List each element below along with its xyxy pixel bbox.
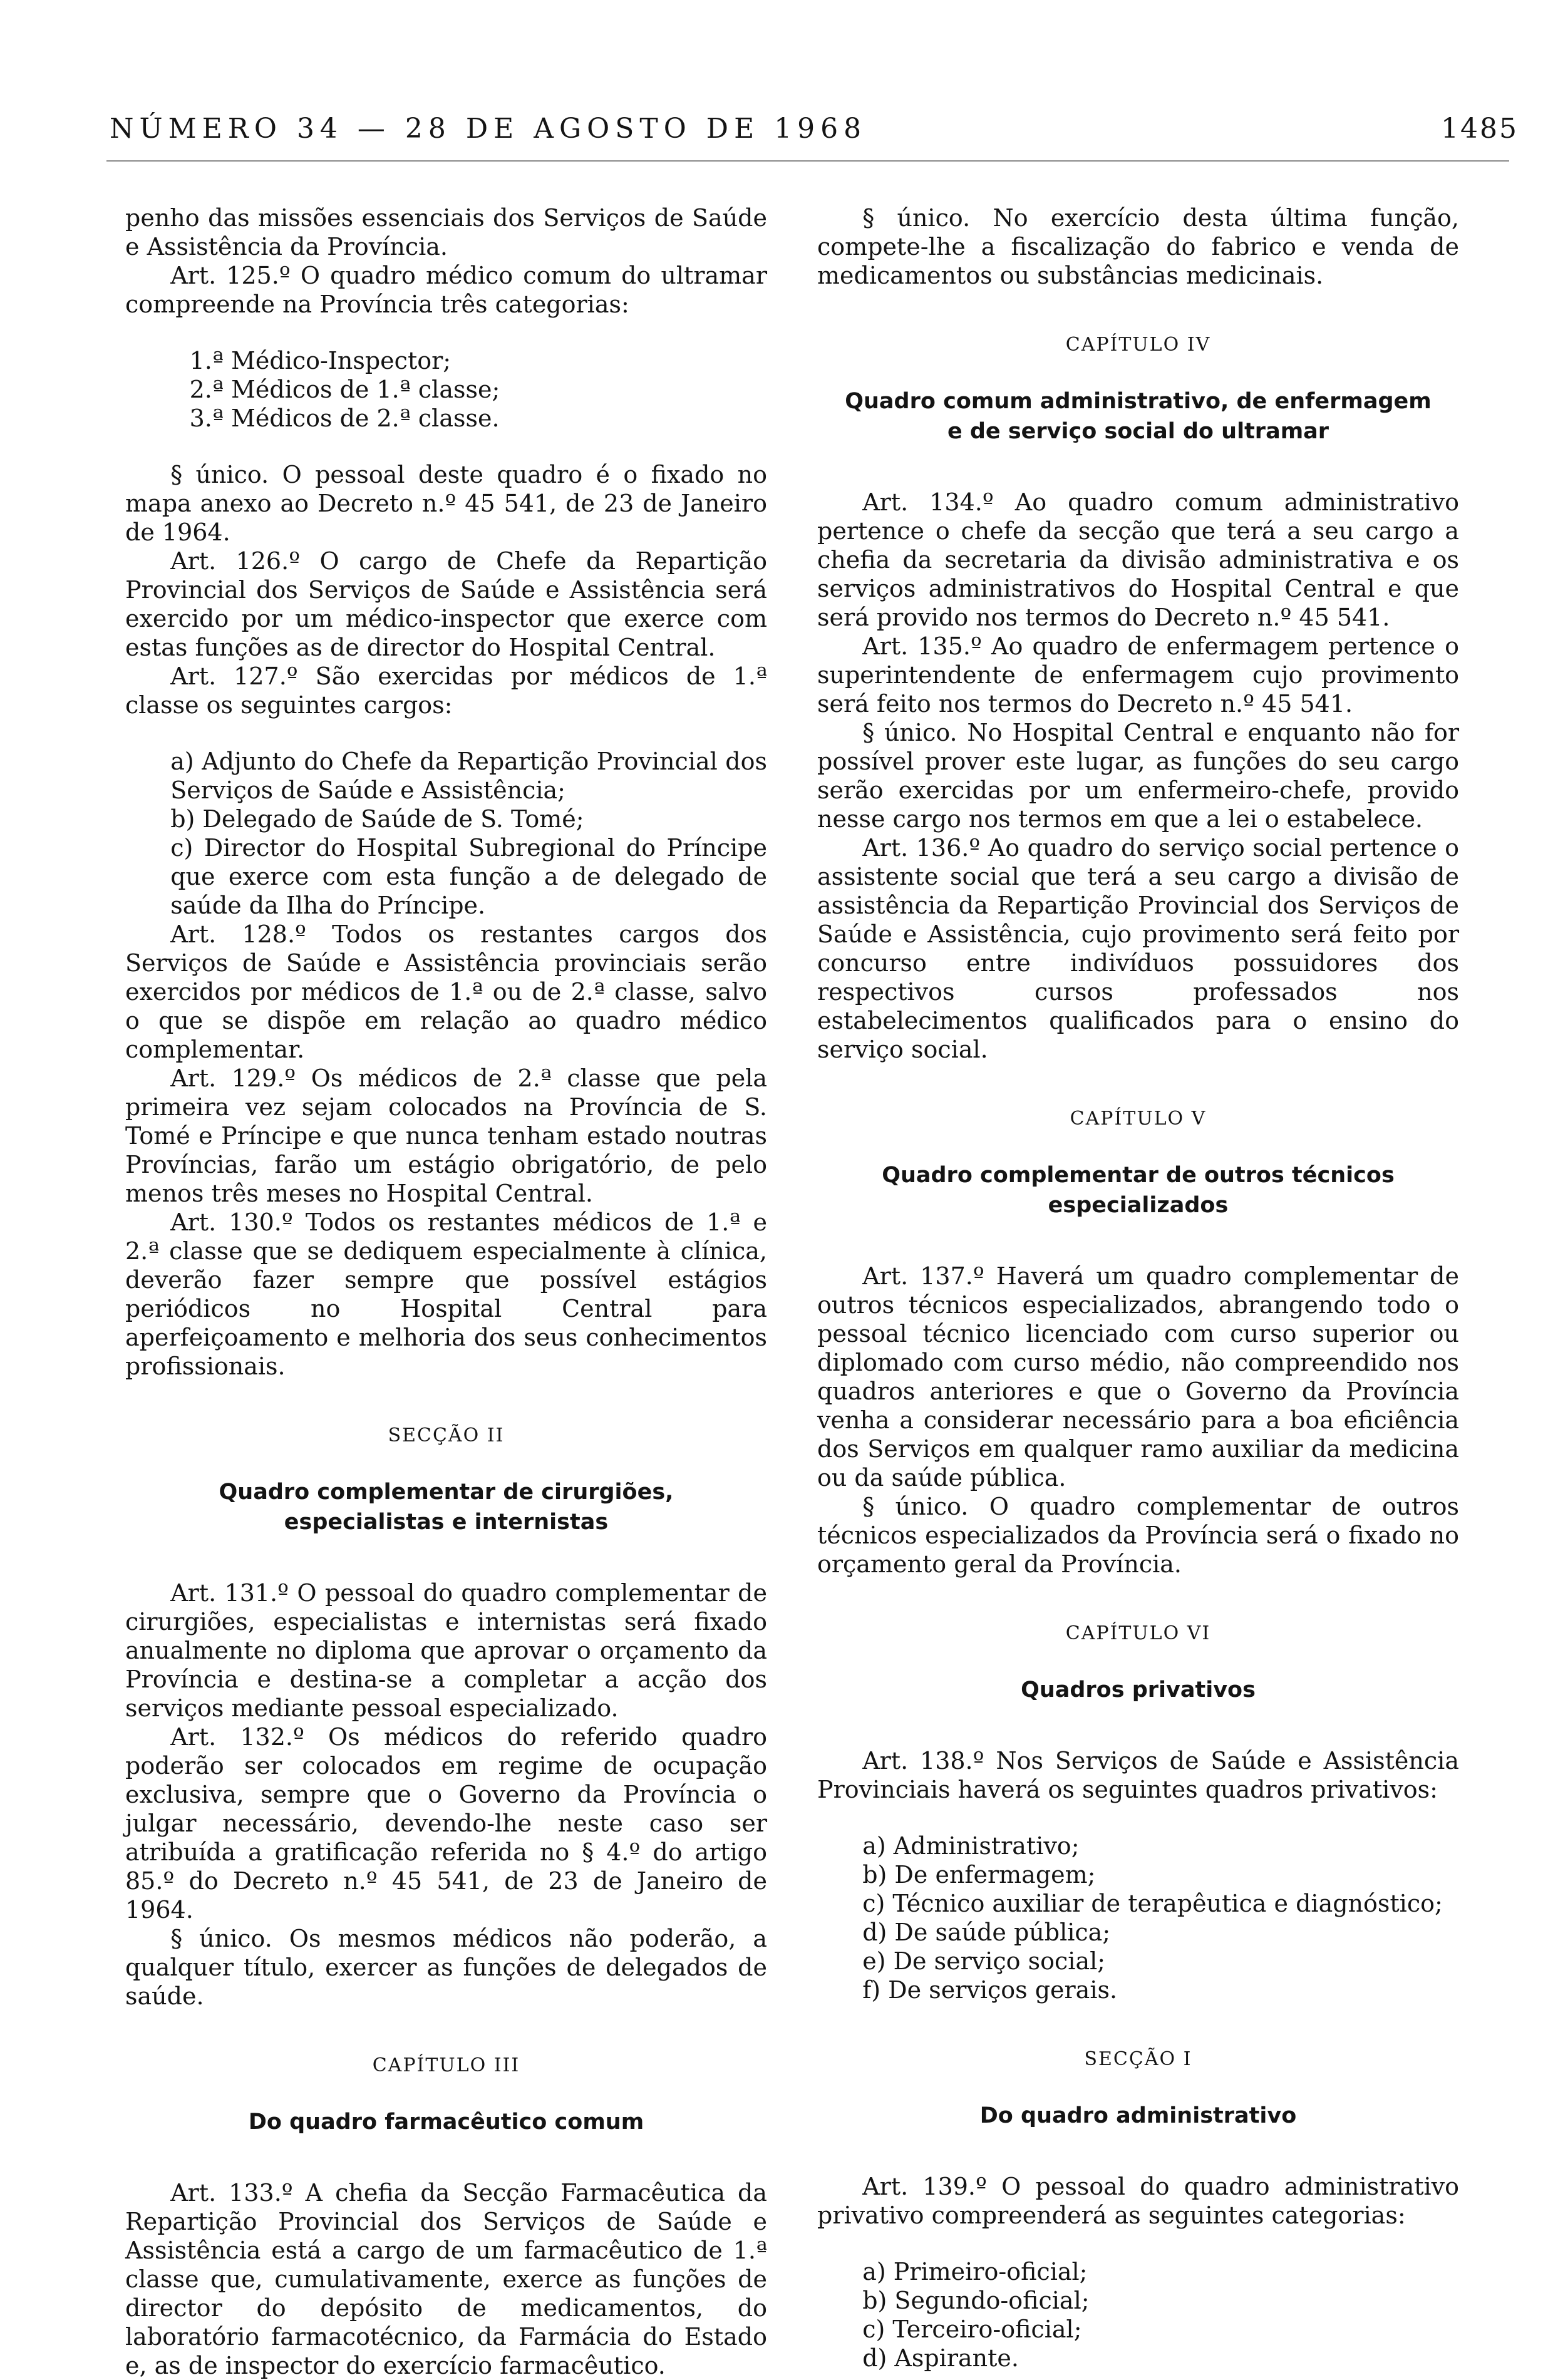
chapter-title: Quadros privativos [1021, 1677, 1256, 1703]
paragraph-unico: § único. Os mesmos médicos não poderão, a qualquer título, exercer as funções de delegados de saúde. [125, 1925, 767, 2010]
article-128: Art. 128.º Todos os restantes cargos dos Serviços de Saúde e Assistência provinciais serão exercidos por médicos de 1.ª ou de 2.ª classe, salvo o que se dispõe em relação ao quadro médico complementar. [125, 920, 767, 1063]
article-131: Art. 131.º O pessoal do quadro complementar de cirurgiões, especialistas e internistas será fixado anualmente no diploma que aprovar o orçamento da Província e destina-se a completar a acção dos serviços mediante pessoal especializado. [125, 1579, 767, 1722]
list-item: b) De enfermagem; [862, 1861, 1096, 1888]
category-list [125, 346, 767, 433]
paragraph-unico: § único. No Hospital Central e enquanto não for possível prover este lugar, as funções do seu cargo serão exercidas por um enfermeiro-chefe, provido nesse cargo nos termos em que a lei o estabelece. [817, 719, 1459, 833]
list-item: 3.ª Médicos de 2.ª classe. [189, 404, 500, 432]
oficial-categories-list [817, 2257, 1459, 2372]
list-item: c) Director do Hospital Subregional do Príncipe que exerce com esta função a de delegado de saúde da Ilha do Príncipe. [170, 834, 767, 919]
list-item: 2.ª Médicos de 1.ª classe; [189, 376, 500, 403]
article-125: Art. 125.º O quadro médico comum do ultramar compreende na Província três categorias: [125, 262, 767, 318]
paragraph-unico: § único. O pessoal deste quadro é o fixado no mapa anexo ao Decreto n.º 45 541, de 23 de Janeiro de 1964. [125, 461, 767, 546]
chapter-title: Quadro comum administrativo, de enfermagem [845, 389, 1432, 414]
list-item: b) Delegado de Saúde de S. Tomé; [170, 805, 584, 833]
cargos-list [125, 747, 767, 920]
chapter-label: CAPÍTULO IV [1065, 334, 1211, 356]
list-item: d) De saúde pública; [862, 1919, 1111, 1946]
header-divider [106, 160, 1509, 162]
section-title: especialistas e internistas [284, 1510, 609, 1535]
quadros-list [817, 1831, 1459, 2004]
article-126: Art. 126.º O cargo de Chefe da Repartição Provincial dos Serviços de Saúde e Assistência será exercido por um médico-inspector que exerce com estas funções as de director do Hospital Central. [125, 547, 767, 661]
article-134: Art. 134.º Ao quadro comum administrativo pertence o chefe da secção que terá a seu cargo a chefia da secretaria da divisão administrativa e os serviços administrativos do Hospital Central e que será provido nos termos do Decreto n.º 45 541. [817, 488, 1459, 631]
right-column [817, 203, 1459, 2372]
article-136: Art. 136.º Ao quadro do serviço social pertence o assistente social que terá a seu cargo a divisão de assistência da Repartição Provincial dos Serviços de Saúde e Assistência, cujo provimento será feito por concurso entre indivíduos possuidores dos respectivos cursos professados nos estabelecimentos qualificados para o ensino do serviço social. [817, 834, 1459, 1063]
chapter-label: CAPÍTULO V [1070, 1108, 1207, 1130]
list-item: a) Primeiro-oficial; [862, 2258, 1088, 2285]
list-item: d) Aspirante. [862, 2344, 1019, 2372]
article-130: Art. 130.º Todos os restantes médicos de 1.ª e 2.ª classe que se dediquem especialmente à clínica, deverão fazer sempre que possível estágios periódicos no Hospital Central para aperfeiçoamento e melhoria dos seus conhecimentos profissionais. [125, 1208, 767, 1380]
chapter-title: Quadro complementar de outros técnicos especializados [882, 1163, 1395, 1218]
paragraph-unico: § único. O quadro complementar de outros técnicos especializados da Província será o fixado no orçamento geral da Província. [817, 1493, 1459, 1578]
section-label: SECÇÃO II [388, 1424, 505, 1446]
list-item: e) De serviço social; [862, 1947, 1106, 1975]
list-item: c) Técnico auxiliar de terapêutica e diagnóstico; [862, 1890, 1443, 1917]
section-title: Quadro complementar de cirurgiões, [219, 1480, 674, 1505]
list-item: a) Adjunto do Chefe da Repartição Provincial dos Serviços de Saúde e Assistência; [170, 748, 767, 804]
section-title: Do quadro administrativo [979, 2103, 1297, 2128]
journal-issue-title: NÚMERO 34 — 28 DE AGOSTO DE 1968 [110, 113, 867, 145]
article-137: Art. 137.º Haverá um quadro complementar de outros técnicos especializados, abrangendo todo o pessoal técnico licenciado com curso superior ou diplomado com curso médio, não compreendido nos quadros anteriores e que o Governo da Província venha a considerar necessário para a boa eficiência dos Serviços em qualquer ramo auxiliar da medicina ou da saúde pública. [817, 1262, 1459, 1491]
paragraph: penho das missões essenciais dos Serviços de Saúde e Assistência da Província. [125, 204, 767, 260]
page-number: 1485 [1441, 113, 1519, 145]
list-item: a) Administrativo; [862, 1832, 1080, 1860]
list-item: f) De serviços gerais. [862, 1976, 1118, 2004]
article-135: Art. 135.º Ao quadro de enfermagem pertence o superintendente de enfermagem cujo provimento será feito nos termos do Decreto n.º 45 541. [817, 632, 1459, 718]
chapter-title: Do quadro farmacêutico comum [248, 2110, 644, 2135]
page-header [110, 109, 1519, 159]
article-127: Art. 127.º São exercidas por médicos de 1.ª classe os seguintes cargos: [125, 662, 767, 719]
chapter-label: CAPÍTULO VI [1065, 1622, 1211, 1644]
section-label: SECÇÃO I [1084, 2048, 1192, 2070]
list-item: 1.ª Médico-Inspector; [189, 347, 452, 374]
list-item: b) Segundo-oficial; [862, 2287, 1090, 2314]
article-132: Art. 132.º Os médicos do referido quadro poderão ser colocados em regime de ocupação exclusiva, sempre que o Governo da Província o julgar necessário, devendo-lhe neste caso ser atribuída a gratificação referida no § 4.º do artigo 85.º do Decreto n.º 45 541, de 23 de Janeiro de 1964. [125, 1723, 767, 1924]
chapter-title: e de serviço social do ultramar [947, 419, 1329, 444]
chapter-label: CAPÍTULO III [372, 2054, 520, 2076]
article-139: Art. 139.º O pessoal do quadro administrativo privativo compreenderá as seguintes categorias: [817, 2173, 1459, 2229]
article-129: Art. 129.º Os médicos de 2.ª classe que pela primeira vez sejam colocados na Província de S. Tomé e Príncipe e que nunca tenham estado noutras Províncias, farão um estágio obrigatório, de pelo menos três meses no Hospital Central. [125, 1064, 767, 1207]
article-133: Art. 133.º A chefia da Secção Farmacêutica da Repartição Provincial dos Serviços de Saúde e Assistência está a cargo de um farmacêutico de 1.ª classe que, cumulativamente, exerce as funções de director do depósito de medicamentos, do laboratório farmacotécnico, da Farmácia do Estado e, as de inspector do exercício farmacêutico. [125, 2179, 767, 2379]
article-138: Art. 138.º Nos Serviços de Saúde e Assistência Provinciais haverá os seguintes quadros privativos: [817, 1747, 1459, 1803]
left-column [125, 203, 767, 2379]
paragraph-unico: § único. No exercício desta última função, compete-lhe a fiscalização do fabrico e venda de medicamentos ou substâncias medicinais. [817, 204, 1459, 289]
list-item: c) Terceiro-oficial; [862, 2316, 1082, 2343]
